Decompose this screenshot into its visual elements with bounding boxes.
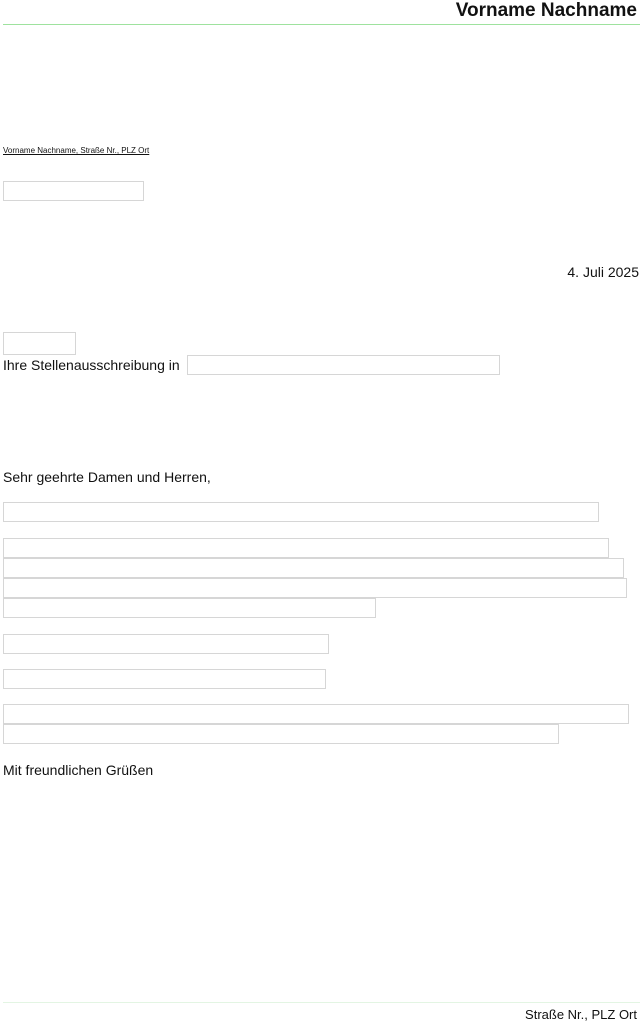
return-address: Vorname Nachname, Straße Nr., PLZ Ort [3, 146, 150, 155]
body-field-9[interactable] [3, 724, 559, 744]
body-field-1[interactable] [3, 502, 599, 522]
letter-date: 4. Juli 2025 [567, 264, 639, 280]
body-field-5[interactable] [3, 598, 376, 618]
reference-field[interactable] [3, 332, 76, 355]
body-field-6[interactable] [3, 634, 329, 654]
body-field-3[interactable] [3, 558, 624, 578]
header-divider [3, 24, 640, 25]
body-field-2[interactable] [3, 538, 609, 558]
body-field-4[interactable] [3, 578, 627, 598]
subject-field[interactable] [187, 355, 500, 375]
recipient-field[interactable] [3, 181, 144, 201]
closing: Mit freundlichen Grüßen [3, 762, 154, 778]
subject-label: Ihre Stellenausschreibung in [3, 357, 180, 373]
footer-divider [3, 1002, 640, 1003]
body-field-8[interactable] [3, 704, 629, 724]
footer-address: Straße Nr., PLZ Ort [525, 1007, 637, 1022]
body-field-7[interactable] [3, 669, 326, 689]
salutation: Sehr geehrte Damen und Herren, [3, 469, 211, 485]
header-name: Vorname Nachname [455, 0, 637, 21]
